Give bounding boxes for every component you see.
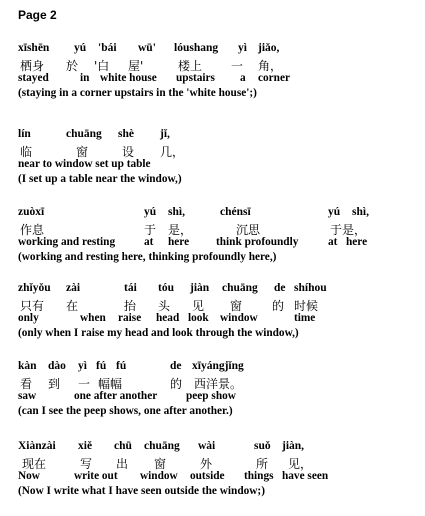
hanzi-word: 窗 bbox=[154, 457, 167, 471]
english-line bbox=[18, 158, 418, 173]
english-word: here bbox=[168, 236, 190, 248]
hanzi-word: 时候 bbox=[294, 299, 319, 313]
hanzi-word: 栖身 bbox=[20, 59, 45, 73]
english-word: one after another bbox=[74, 390, 158, 402]
hanzi-line bbox=[18, 221, 418, 236]
hanzi-word: 所 bbox=[256, 457, 269, 471]
pinyin-word: chuāng bbox=[66, 128, 102, 140]
pinyin-line bbox=[18, 206, 418, 221]
pinyin-word: chuāng bbox=[222, 282, 258, 294]
pinyin-word: jǐ, bbox=[160, 128, 170, 140]
hanzi-line bbox=[18, 455, 418, 470]
hanzi-word: 屋' bbox=[128, 59, 144, 73]
translation-line: (I set up a table near the window,) bbox=[18, 173, 182, 185]
hanzi-word: 临 bbox=[20, 145, 33, 159]
hanzi-word: 于 bbox=[144, 223, 157, 237]
pinyin-word: jiǎo, bbox=[258, 42, 280, 54]
hanzi-word: 看 bbox=[20, 377, 33, 391]
hanzi-word: 到 bbox=[48, 377, 61, 391]
english-word: things bbox=[244, 470, 274, 482]
pinyin-line bbox=[18, 128, 418, 143]
hanzi-word: 西洋景。 bbox=[194, 377, 243, 391]
english-line bbox=[18, 72, 418, 87]
hanzi-word: 抬 bbox=[124, 299, 137, 313]
hanzi-word: 一 bbox=[78, 377, 91, 391]
english-word: at bbox=[328, 236, 338, 248]
hanzi-line bbox=[18, 375, 418, 390]
translation-line: (can I see the peep shows, one after another.) bbox=[18, 405, 233, 417]
pinyin-word: jiàn, bbox=[282, 440, 305, 452]
hanzi-line bbox=[18, 297, 418, 312]
english-line bbox=[18, 236, 418, 251]
stanza-3 bbox=[18, 206, 418, 266]
hanzi-word: 沉思 bbox=[236, 223, 261, 237]
pinyin-word: shè bbox=[118, 128, 134, 140]
pinyin-word: yú bbox=[328, 206, 341, 218]
english-line bbox=[18, 312, 418, 327]
hanzi-line bbox=[18, 57, 418, 72]
stanza-6 bbox=[18, 440, 418, 500]
pinyin-word: yì bbox=[238, 42, 247, 54]
english-word: have seen bbox=[282, 470, 329, 482]
hanzi-line bbox=[18, 143, 418, 158]
pinyin-word: chuāng bbox=[144, 440, 180, 452]
pinyin-word: suǒ bbox=[254, 440, 271, 452]
pinyin-word: zuòxī bbox=[18, 206, 45, 218]
english-word: stayed bbox=[18, 72, 49, 84]
pinyin-line bbox=[18, 440, 418, 455]
page-label: Page 2 bbox=[18, 8, 57, 22]
hanzi-word: 楼上 bbox=[178, 59, 203, 73]
pinyin-word: fú bbox=[116, 360, 127, 372]
english-word: corner bbox=[258, 72, 290, 84]
english-word: when bbox=[80, 312, 106, 324]
english-word: near to window set up table bbox=[18, 158, 151, 170]
pinyin-word: chū bbox=[114, 440, 132, 452]
pinyin-word: jiàn bbox=[190, 282, 210, 294]
hanzi-word: 于是， bbox=[330, 223, 367, 237]
english-word: at bbox=[144, 236, 154, 248]
hanzi-word: 外 bbox=[200, 457, 213, 471]
hanzi-word: 窗 bbox=[76, 145, 89, 159]
pinyin-word: shíhou bbox=[294, 282, 327, 294]
pinyin-word: dào bbox=[48, 360, 66, 372]
english-word: head bbox=[156, 312, 180, 324]
pinyin-word: kàn bbox=[18, 360, 37, 372]
pinyin-word: tái bbox=[124, 282, 137, 294]
hanzi-word: 头 bbox=[158, 299, 171, 313]
english-word: look bbox=[188, 312, 209, 324]
english-word: Now bbox=[18, 470, 40, 482]
english-word: time bbox=[294, 312, 316, 324]
hanzi-word: 出 bbox=[116, 457, 129, 471]
english-word: upstairs bbox=[176, 72, 215, 84]
pinyin-word: shì, bbox=[352, 206, 369, 218]
pinyin-word: de bbox=[274, 282, 286, 294]
hanzi-word: 一 bbox=[231, 59, 244, 73]
hanzi-word: 只有 bbox=[20, 299, 45, 313]
hanzi-word: 作息 bbox=[20, 223, 45, 237]
pinyin-word: lín bbox=[18, 128, 31, 140]
hanzi-word: 的 bbox=[272, 299, 285, 313]
pinyin-word: xīshēn bbox=[18, 42, 50, 54]
pinyin-word: wài bbox=[198, 440, 216, 452]
hanzi-word: 在 bbox=[66, 299, 79, 313]
pinyin-word: shì, bbox=[168, 206, 185, 218]
hanzi-word: 的 bbox=[170, 377, 183, 391]
translation-line: (working and resting here, thinking profoundly here,) bbox=[18, 251, 277, 263]
english-word: only bbox=[18, 312, 39, 324]
english-word: a bbox=[240, 72, 246, 84]
english-word: think profoundly bbox=[216, 236, 299, 248]
pinyin-word: lóushang bbox=[174, 42, 219, 54]
hanzi-word: 几， bbox=[160, 145, 185, 159]
hanzi-word: 见， bbox=[288, 457, 313, 471]
hanzi-word: 现在 bbox=[22, 457, 47, 471]
translation-line: (only when I raise my head and look through the window,) bbox=[18, 327, 299, 339]
hanzi-word: 窗 bbox=[230, 299, 243, 313]
english-line bbox=[18, 470, 418, 485]
pinyin-line bbox=[18, 42, 418, 57]
hanzi-word: 角， bbox=[258, 59, 283, 73]
hanzi-word: 见 bbox=[192, 299, 205, 313]
pinyin-word: Xiànzài bbox=[18, 440, 56, 452]
pinyin-line bbox=[18, 360, 418, 375]
pinyin-word: yú bbox=[144, 206, 157, 218]
pinyin-word: fú bbox=[96, 360, 107, 372]
english-word: window bbox=[140, 470, 178, 482]
hanzi-word: 是， bbox=[168, 223, 193, 237]
english-word: raise bbox=[118, 312, 142, 324]
english-word: outside bbox=[190, 470, 225, 482]
hanzi-word: 设 bbox=[122, 145, 135, 159]
english-word: window bbox=[220, 312, 258, 324]
english-word: peep show bbox=[186, 390, 236, 402]
translation-line: (staying in a corner upstairs in the 'white house';) bbox=[18, 87, 257, 99]
pinyin-word: 'bái bbox=[98, 42, 117, 54]
hanzi-word: 於 bbox=[66, 59, 79, 73]
translation-line: (Now I write what I have seen outside the window;) bbox=[18, 485, 265, 497]
pinyin-word: zài bbox=[66, 282, 81, 294]
stanza-1 bbox=[18, 42, 418, 102]
stanza-2 bbox=[18, 128, 418, 188]
pinyin-word: yì bbox=[78, 360, 87, 372]
english-word: saw bbox=[18, 390, 37, 402]
hanzi-word: 幅幅 bbox=[98, 377, 123, 391]
pinyin-word: chénsī bbox=[220, 206, 251, 218]
hanzi-word: '白 bbox=[94, 59, 110, 73]
pinyin-word: zhǐyǒu bbox=[18, 282, 51, 294]
hanzi-word: 写 bbox=[80, 457, 93, 471]
english-word: in bbox=[80, 72, 90, 84]
english-word: here bbox=[346, 236, 368, 248]
pinyin-word: de bbox=[170, 360, 182, 372]
pinyin-word: xiě bbox=[78, 440, 93, 452]
english-line bbox=[18, 390, 418, 405]
pinyin-word: wū' bbox=[138, 42, 156, 54]
pinyin-word: xīyángjǐng bbox=[192, 360, 244, 372]
pinyin-word: tóu bbox=[158, 282, 174, 294]
english-word: write out bbox=[74, 470, 118, 482]
stanza-5 bbox=[18, 360, 418, 420]
english-word: white house bbox=[100, 72, 157, 84]
english-word: working and resting bbox=[18, 236, 116, 248]
pinyin-word: yú bbox=[74, 42, 87, 54]
pinyin-line bbox=[18, 282, 418, 297]
stanza-4 bbox=[18, 282, 418, 342]
